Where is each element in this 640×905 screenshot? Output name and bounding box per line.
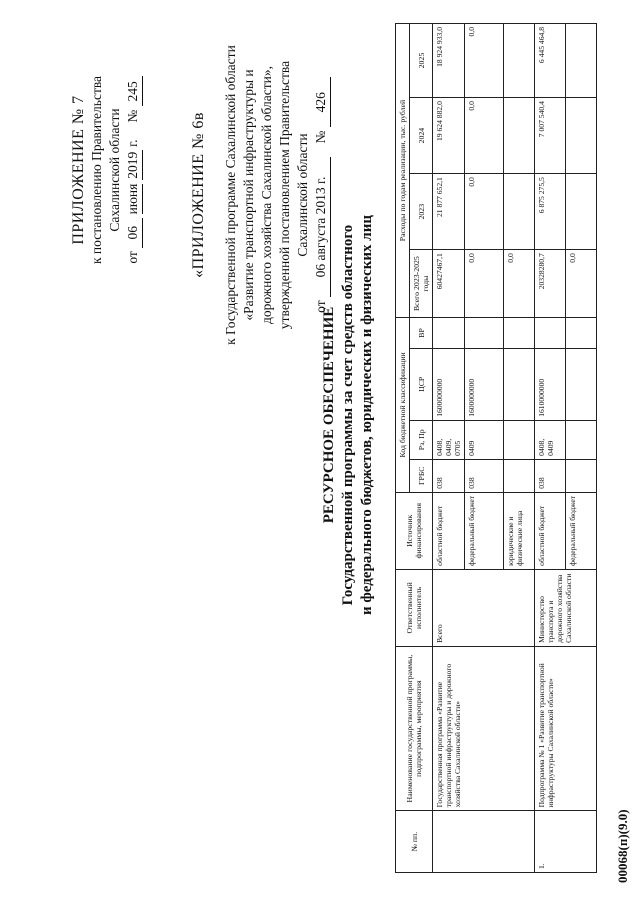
header-source: Источник финансирования xyxy=(396,492,433,569)
header-expenses: Расходы по годам реализации, тыс. рублей xyxy=(396,24,410,318)
cell-2024 xyxy=(504,98,535,174)
cell-2025: 18 924 933,0 xyxy=(433,24,465,98)
cell-executor: Министерство транспорта и дорожного хозяйства Сахалинской области xyxy=(535,569,597,646)
cell-2023 xyxy=(504,174,535,250)
appendix-original-title: «ПРИЛОЖЕНИЕ № 6в xyxy=(190,112,207,278)
header-2025: 2025 xyxy=(410,24,433,98)
number-label: № xyxy=(313,130,328,144)
header-no: № пп. xyxy=(396,811,433,873)
decree-number: 245 xyxy=(124,76,143,106)
cell-total: 60427467,1 xyxy=(433,250,465,318)
cell-2023: 6 875 275,5 xyxy=(535,174,566,250)
document-title-line2: Государственной программы за счет средств областного xyxy=(340,224,356,606)
program-date: 06 августа 2013 г. xyxy=(312,157,331,297)
cell-no: 1. xyxy=(535,811,597,873)
cell-2023: 21 877 652,1 xyxy=(433,174,465,250)
cell-source: федеральный бюджет xyxy=(465,492,504,569)
cell-rz-pr: 0408, 0409 xyxy=(535,420,566,459)
cell-csr: 1600000000 xyxy=(465,348,504,420)
appendix-current-block xyxy=(70,35,143,305)
cell-total: 0,0 xyxy=(465,250,504,318)
cell-2025: 0,0 xyxy=(465,24,504,98)
cell-2023 xyxy=(566,174,597,250)
header-2023: 2023 xyxy=(410,174,433,250)
cell-2024 xyxy=(566,98,597,174)
cell-vr xyxy=(566,318,597,349)
cell-name: Подпрограмма № 1 «Развитие транспортной инфраструктуры Сахалинской области» xyxy=(535,646,597,810)
appendix-original-block xyxy=(190,45,331,345)
cell-2025 xyxy=(504,24,535,98)
resource-table xyxy=(395,23,597,873)
cell-vr xyxy=(465,318,504,349)
table-row xyxy=(535,24,566,873)
cell-2023: 0,0 xyxy=(465,174,504,250)
cell-csr xyxy=(566,348,597,420)
header-rz-pr: Рз, Пр xyxy=(410,420,433,459)
cell-vr xyxy=(535,318,566,349)
cell-vr xyxy=(433,318,465,349)
cell-rz-pr: 0408, 0409, 0705 xyxy=(433,420,465,459)
number-label: № xyxy=(125,109,140,123)
cell-vr xyxy=(504,318,535,349)
cell-csr: 1600000000 xyxy=(433,348,465,420)
decree-day: 06 xyxy=(124,218,143,248)
cell-rz-pr: 0409 xyxy=(465,420,504,459)
header-budget-code: Код бюджетной классификации xyxy=(396,318,410,493)
cell-2024: 19 624 882,0 xyxy=(433,98,465,174)
header-csr: ЦСР xyxy=(410,348,433,420)
header-name: Наименование государственной программы, подпрограммы, мероприятия xyxy=(396,646,433,810)
header-vr: ВР xyxy=(410,318,433,349)
cell-csr xyxy=(504,348,535,420)
appendix-current-line1: к постановлению Правительства xyxy=(89,75,104,265)
cell-executor: Всего xyxy=(433,569,535,646)
cell-total: 0,0 xyxy=(504,250,535,318)
from-label: от xyxy=(125,251,140,264)
cell-grbs: 038 xyxy=(465,459,504,492)
document-title xyxy=(320,125,377,705)
appendix-original-text: к Государственной программе Сахалинской области «Развитие транспортной инфраструктуры и дорожного хозяйства Сахалинской области», утвержденной постановлением Правительства Сахалинской области xyxy=(223,45,310,345)
cell-source: федеральный бюджет xyxy=(566,492,597,569)
year-suffix: г. xyxy=(125,139,140,147)
cell-total: 0,0 xyxy=(566,250,597,318)
header-executor: Ответственный исполнитель xyxy=(396,569,433,646)
document-title-line3: и федерального бюджетов, юридических и физических лиц xyxy=(359,215,375,616)
cell-grbs: 038 xyxy=(433,459,465,492)
appendix-current-date-line xyxy=(124,35,143,305)
cell-source: юридические и физические лица xyxy=(504,492,535,569)
cell-grbs: 038 xyxy=(535,459,566,492)
cell-no xyxy=(433,811,535,873)
header-2024: 2024 xyxy=(410,98,433,174)
appendix-current-line2: Сахалинской области xyxy=(107,108,122,232)
cell-2024: 7 007 540,4 xyxy=(535,98,566,174)
document-title-line1: РЕСУРСНОЕ ОБЕСПЕЧЕНИЕ xyxy=(321,306,337,524)
from-label: от xyxy=(313,300,328,313)
footer-code: 00068(п)(9.0) xyxy=(615,809,630,883)
header-total: Всего 2023-2025 годы xyxy=(410,250,433,318)
cell-total: 20328280,7 xyxy=(535,250,566,318)
appendix-current-title: ПРИЛОЖЕНИЕ № 7 xyxy=(70,95,87,245)
header-grbs: ГРБС xyxy=(410,459,433,492)
cell-rz-pr xyxy=(566,420,597,459)
cell-source: областной бюджет xyxy=(535,492,566,569)
cell-grbs xyxy=(504,459,535,492)
cell-2025: 6 445 464,8 xyxy=(535,24,566,98)
cell-2024: 0,0 xyxy=(465,98,504,174)
program-number: 426 xyxy=(312,77,331,127)
cell-rz-pr xyxy=(504,420,535,459)
table-row xyxy=(433,24,465,873)
decree-month: июня xyxy=(124,184,143,215)
cell-2025 xyxy=(566,24,597,98)
cell-csr: 1610000000 xyxy=(535,348,566,420)
decree-year: 2019 xyxy=(124,150,143,180)
cell-grbs xyxy=(566,459,597,492)
cell-source: областной бюджет xyxy=(433,492,465,569)
cell-name: Государственная программа «Развитие транспортной инфраструктуры и дорожного хозяйства Сахалинской области» xyxy=(433,646,535,810)
